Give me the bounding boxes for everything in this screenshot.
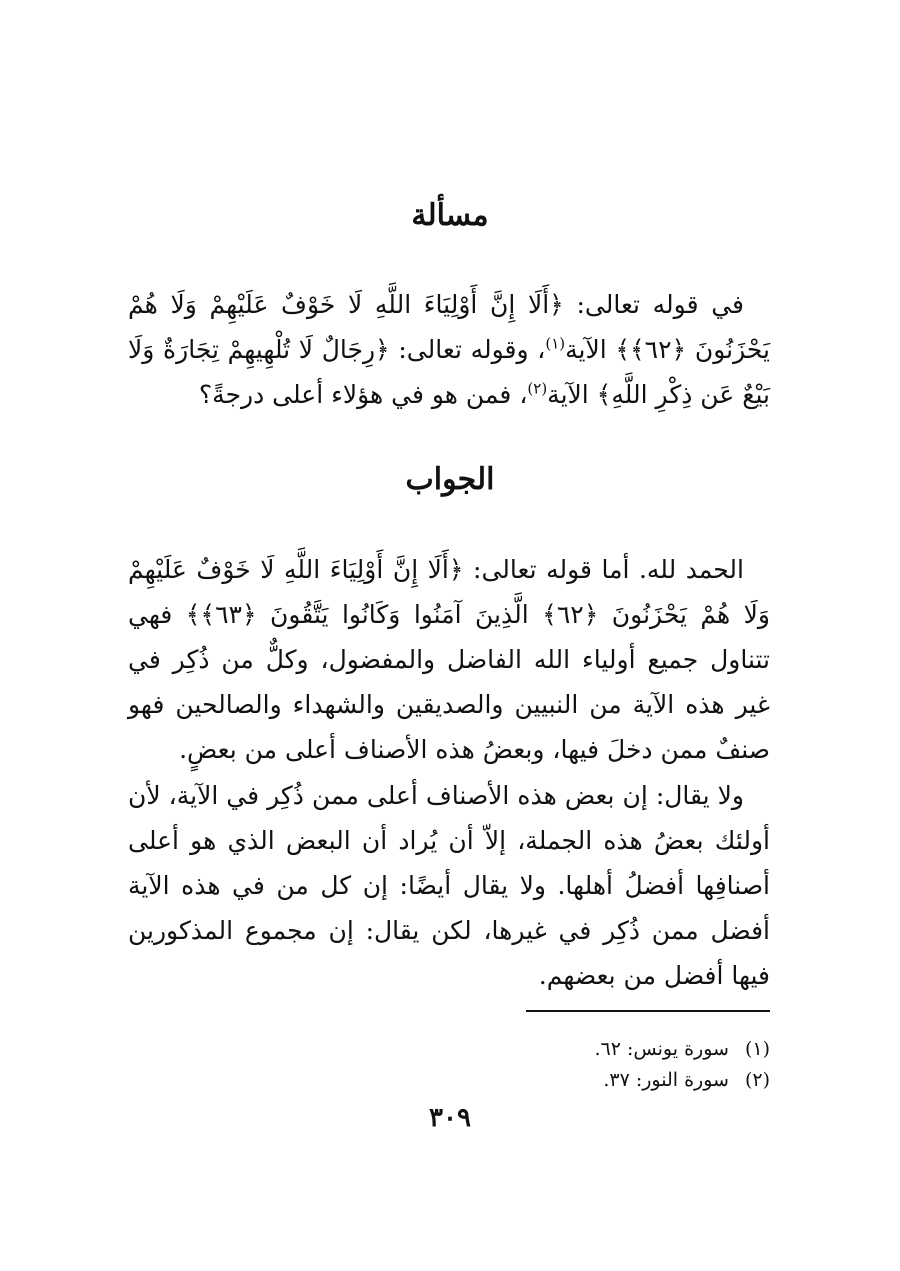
page-number: ٣٠٩	[429, 1103, 471, 1133]
footnote-ref-1[interactable]: (١)	[545, 334, 566, 353]
footnote-2-number: (٢)	[744, 1069, 770, 1091]
answer-paragraph-2	[128, 773, 770, 998]
footnote-1-text: سورة يونس: ٦٢.	[594, 1038, 729, 1060]
answer-paragraph-1	[128, 547, 770, 772]
footnote-1	[370, 1037, 770, 1061]
footnote-2	[370, 1068, 770, 1092]
answer-heading: الجواب	[405, 462, 495, 497]
question-middle: ، وقوله تعالى: ﴿رِجَالٌ لَا تُلْهِيهِمْ تِجَارَةٌ وَلَا بَيْعٌ عَن ذِكْرِ اللَّهِ﴾ الآية	[128, 335, 770, 409]
answer-paragraph-1-text: الحمد لله. أما قوله تعالى: ﴿أَلَا إِنَّ أَوْلِيَاءَ اللَّهِ لَا خَوْفٌ عَلَيْهِمْ وَلَا هُمْ يَحْزَنُونَ ﴿٦٢﴾ الَّذِينَ آمَنُوا وَكَانُوا يَتَّقُونَ ﴿٦٣﴾﴾ فهي تتناول جميع أولياء الله الفاضل والمفضول، وكلٌّ من ذُكِر في غير هذه الآية من النبيين والصديقين والشهداء والصالحين فهو صنفٌ ممن دخلَ فيها، وبعضُ هذه الأصناف أعلى من بعضٍ.	[128, 555, 771, 764]
question-intro: في قوله تعالى: ﴿أَلَا إِنَّ أَوْلِيَاءَ اللَّهِ لَا خَوْفٌ عَلَيْهِمْ وَلَا هُمْ يَحْزَنُونَ ﴿٦٢﴾﴾ الآية	[128, 290, 771, 364]
footnote-1-number: (١)	[744, 1038, 770, 1060]
question-end: ، فمن هو في هؤلاء أعلى درجةً؟	[198, 380, 528, 409]
answer-paragraph-2-text: ولا يقال: إن بعض هذه الأصناف أعلى ممن ذُكِر في الآية، لأن أولئك بعضُ هذه الجملة، إلاّ أن يُراد أن البعض الذي هو أعلى أصنافِها أفضلُ أهلها. ولا يقال أيضًا: إن كل من في هذه الآية أفضل ممن ذُكِر في غيرها، لكن يقال: إن مجموع المذكورين فيها أفضل من بعضهم.	[128, 781, 770, 990]
footnote-divider	[526, 1010, 770, 1012]
question-paragraph	[128, 282, 770, 417]
footnote-ref-2[interactable]: (٢)	[527, 379, 548, 398]
question-heading: مسألة	[411, 198, 489, 233]
footnote-2-text: سورة النور: ٣٧.	[603, 1069, 729, 1091]
